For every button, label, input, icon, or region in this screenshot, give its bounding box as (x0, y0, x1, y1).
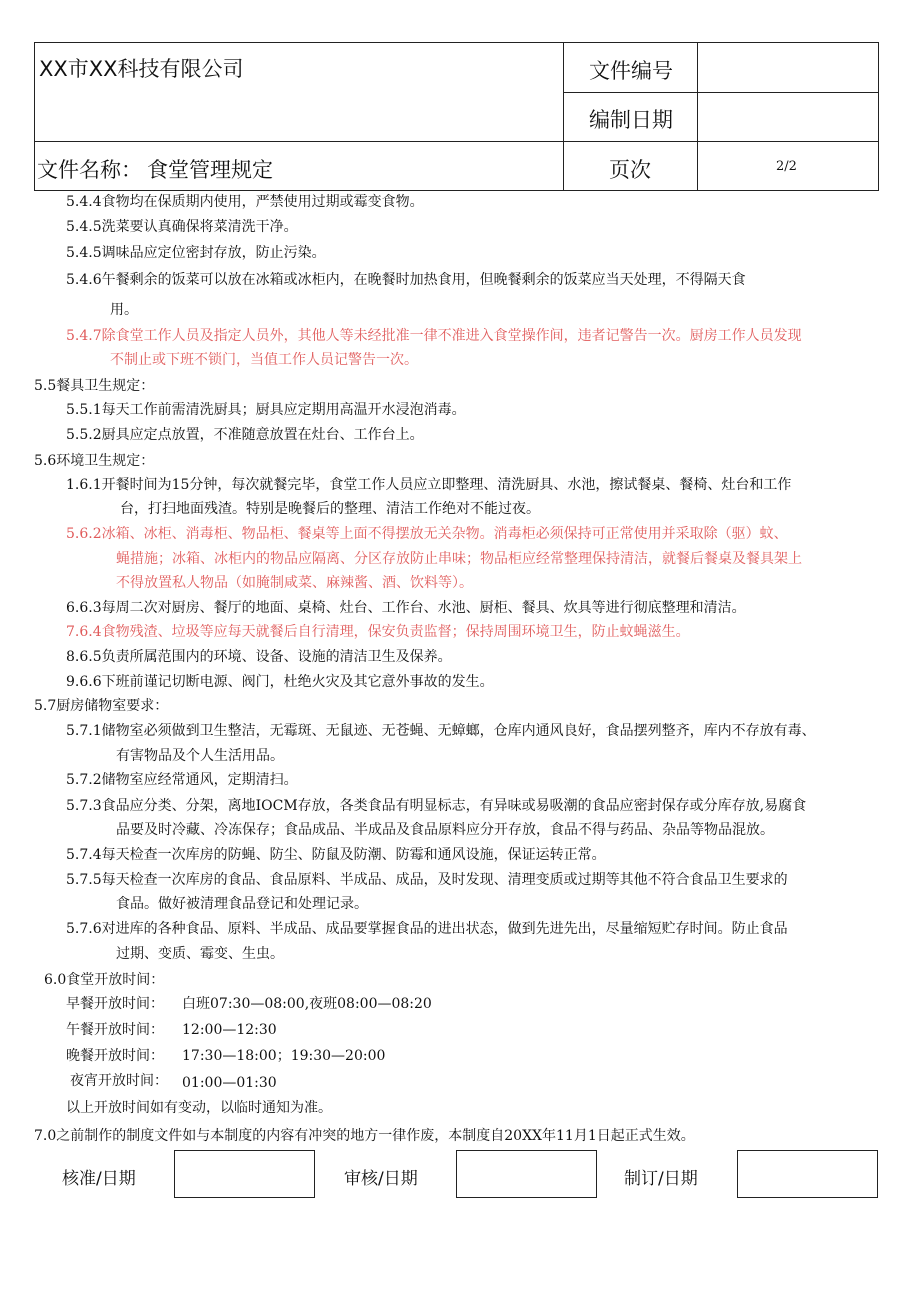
doc-no-label: 文件编号 (589, 59, 673, 83)
clause-6-6: 9.6.6下班前谨记切断电源、阀门，杜绝火灾及其它意外事故的发生。 (66, 674, 494, 690)
clause-5-7-3-line2: 品要及时冷藏、冷冻保存；食品成品、半成品及食品原料应分开存放，食品不得与药品、杂品等物品混放。 (116, 822, 774, 838)
lunch-label: 午餐开放时间： (66, 1022, 164, 1038)
breakfast-time: 白班07:30—08:00,夜班08:00—08:20 (182, 996, 432, 1012)
clause-6-1-line2: 台，打扫地面残渣。特别是晚餐后的整理、清洁工作绝对不能过夜。 (120, 501, 540, 517)
dinner-label: 晚餐开放时间： (66, 1048, 164, 1064)
dinner-time: 17:30—18:00；19:30—20:00 (182, 1048, 386, 1064)
title-label: 文件名称： (37, 158, 142, 182)
clause-6-4: 7.6.4食物残渣、垃圾等应每天就餐后自行清理，保安负责监督；保持周围环境卫生，防止蚊蝇滋生。 (66, 624, 690, 640)
clause-5-7-2: 5.7.2储物室应经常通风，定期清扫。 (66, 772, 298, 788)
approve-date-box[interactable] (174, 1150, 315, 1198)
clause-5-4-6-line2: 用。 (110, 302, 138, 318)
page-number: 2/2 (776, 159, 797, 174)
clause-5-7-3-line1: 5.7.3食品应分类、分架，离地IOCM存放，各类食品有明显标志，有异味或易吸潮的食品应密封保存或分库存放,易腐食 (66, 798, 807, 814)
document-title: 食堂管理规定 (147, 158, 273, 182)
clause-5-4-4: 5.4.4食物均在保质期内使用，严禁使用过期或霉变食物。 (66, 194, 424, 210)
breakfast-label: 早餐开放时间： (66, 996, 164, 1012)
clause-5-7-1-line1: 5.7.1储物室必须做到卫生整洁，无霉斑、无鼠迹、无苍蝇、无蟑螂，仓库内通风良好，食品摆列整齐，库内不存放有毒、 (66, 723, 816, 739)
review-date-label: 审核/日期 (344, 1169, 418, 1189)
section-5-5: 5.5餐具卫生规定： (34, 378, 155, 394)
clause-6-2-line3: 不得放置私人物品（如腌制咸菜、麻辣酱、酒、饮料等）。 (116, 575, 473, 591)
section-6-0: 6.0食堂开放时间： (44, 972, 165, 988)
clause-5-4-7-line1: 5.4.7除食堂工作人员及指定人员外，其他人等未经批准一律不准进入食堂操作间，违者记警告一次。厨房工作人员发现 (66, 328, 802, 344)
page-label: 页次 (609, 158, 651, 182)
review-date-box[interactable] (456, 1150, 597, 1198)
section-7-0: 7.0之前制作的制度文件如与本制度的内容有冲突的地方一律作废，本制度自20XX年11月1日起正式生效。 (34, 1128, 695, 1144)
clause-6-2-line2: 蝇措施；冰箱、冰柜内的物品应隔离、分区存放防止串味；物品柜应经常整理保持清洁，就餐后餐桌及餐具架上 (116, 551, 802, 567)
document-header (34, 42, 879, 191)
clause-5-4-5a: 5.4.5洗菜要认真确保将菜清洗干净。 (66, 219, 298, 235)
clause-6-5: 8.6.5负责所属范围内的环境、设备、设施的清洁卫生及保养。 (66, 649, 452, 665)
clause-5-7-6-line1: 5.7.6对进库的各种食品、原料、半成品、成品要掌握食品的进出状态，做到先进先出，尽量缩短贮存时间。防止食品 (66, 921, 788, 937)
company-name: XX市XX科技有限公司 (39, 57, 244, 81)
draft-date-label: 制订/日期 (624, 1169, 698, 1189)
date-label: 编制日期 (589, 108, 673, 132)
section-5-6: 5.6环境卫生规定： (34, 453, 155, 469)
clause-5-7-5-line2: 食品。做好被清理食品登记和处理记录。 (116, 896, 368, 912)
clause-5-5-2: 5.5.2厨具应定点放置，不准随意放置在灶台、工作台上。 (66, 427, 424, 443)
draft-date-box[interactable] (737, 1150, 878, 1198)
clause-5-7-4: 5.7.4每天检查一次库房的防蝇、防尘、防鼠及防潮、防霉和通风设施，保证运转正常。 (66, 847, 606, 863)
clause-5-7-6-line2: 过期、变质、霉变、生虫。 (116, 946, 284, 962)
lunch-time: 12:00—12:30 (182, 1022, 277, 1038)
night-snack-time: 01:00—01:30 (182, 1075, 277, 1091)
clause-6-3: 6.6.3每周二次对厨房、餐厅的地面、桌椅、灶台、工作台、水池、厨柜、餐具、炊具等进行彻底整理和清洁。 (66, 600, 746, 616)
clause-5-4-5b: 5.4.5调味品应定位密封存放，防止污染。 (66, 245, 326, 261)
clause-5-4-6-line1: 5.4.6午餐剩余的饭菜可以放在冰箱或冰柜内，在晚餐时加热食用，但晚餐剩余的饭菜应当天处理，不得隔天食 (66, 272, 746, 288)
clause-5-7-5-line1: 5.7.5每天检查一次库房的食品、食品原料、半成品、成品，及时发现、清理变质或过期等其他不符合食品卫生要求的 (66, 872, 788, 888)
section-5-7: 5.7厨房储物室要求： (34, 698, 169, 714)
clause-5-5-1: 5.5.1每天工作前需清洗厨具；厨具应定期用高温开水浸泡消毒。 (66, 402, 466, 418)
approve-date-label: 核准/日期 (62, 1169, 136, 1189)
clause-5-4-7-line2: 不制止或下班不锁门，当值工作人员记警告一次。 (110, 352, 418, 368)
night-snack-label: 夜宵开放时间： (70, 1073, 168, 1089)
clause-6-1-line1: 1.6.1开餐时间为15分钟，每次就餐完毕，食堂工作人员应立即整理、清洗厨具、水池，擦试餐桌、餐椅、灶台和工作 (66, 477, 792, 493)
clause-5-7-1-line2: 有害物品及个人生活用品。 (116, 748, 284, 764)
clause-6-2-line1: 5.6.2冰箱、冰柜、消毒柜、物品柜、餐桌等上面不得摆放无关杂物。消毒柜必须保持可正常使用并采取除（驱）蚊、 (66, 526, 788, 542)
opening-hours-note: 以上开放时间如有变动，以临时通知为准。 (66, 1100, 332, 1116)
